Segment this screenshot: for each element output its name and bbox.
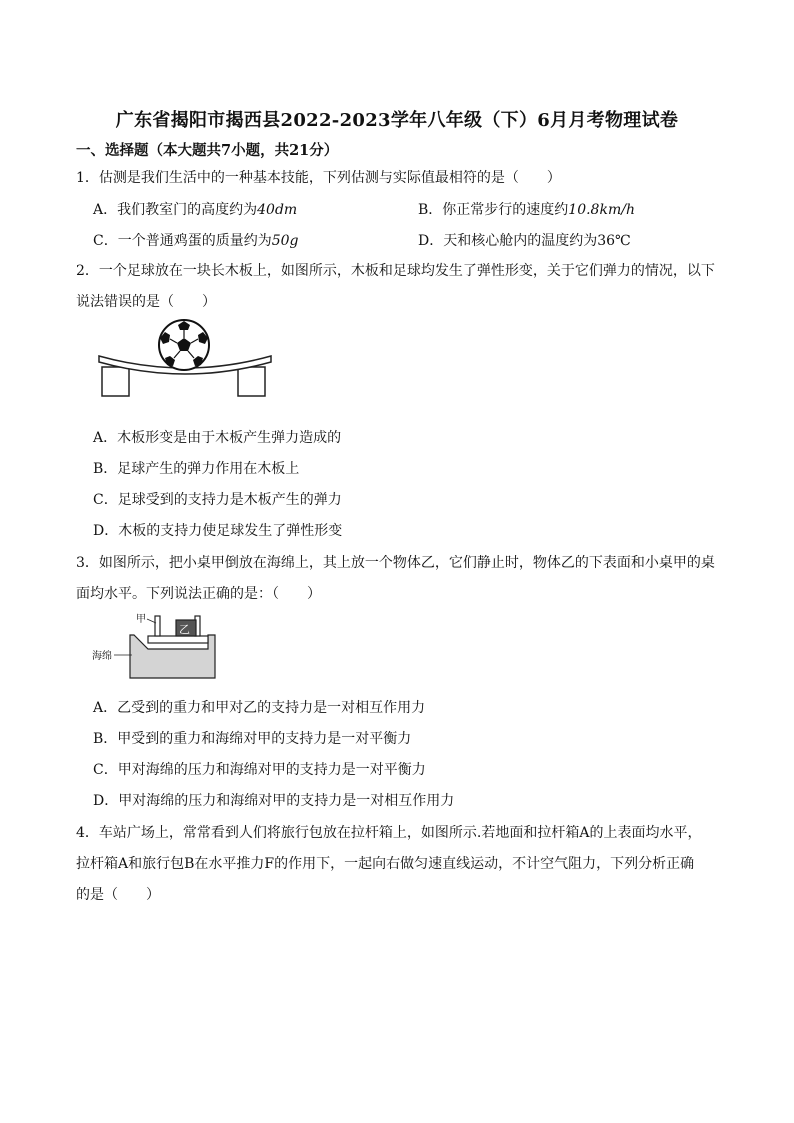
soccer-ball-on-board-figure [95, 318, 275, 400]
question-2-stem-line1: 2．一个足球放在一块长木板上，如图所示，木板和足球均发生了弹性形变，关于它们弹力的情况，以下 [76, 263, 715, 279]
left-support-block [102, 367, 129, 396]
table-top [148, 636, 208, 643]
block-label: 乙 [179, 623, 190, 636]
q2-option-d: D．木板的支持力使足球发生了弹性形变 [93, 523, 343, 539]
section-heading: 一、选择题（本大题共7小题，共21分） [76, 142, 339, 159]
question-4-stem-line1: 4．车站广场上，常常看到人们将旅行包放在拉杆箱上，如图所示.若地面和拉杆箱A的上表面均水平， [76, 825, 702, 841]
question-4-stem-line3: 的是（ ） [76, 887, 160, 903]
q3-option-c: C．甲对海绵的压力和海绵对甲的支持力是一对平衡力 [93, 762, 426, 778]
soccer-ball-icon [159, 320, 209, 370]
question-1-stem: 1．估测是我们生活中的一种基本技能，下列估测与实际值最相符的是（ ） [76, 170, 561, 186]
question-2-stem-line2: 说法错误的是（ ） [76, 294, 216, 310]
q1-option-d: D．天和核心舱内的温度约为36℃ [418, 233, 631, 249]
question-4-stem-line2: 拉杆箱A和旅行包B在水平推力F的作用下，一起向右做匀速直线运动，不计空气阻力，下列分析正确 [76, 856, 695, 872]
right-support-block [238, 367, 265, 396]
q1-option-c: C．一个普通鸡蛋的质量约为50g [93, 233, 299, 249]
q3-option-d: D．甲对海绵的压力和海绵对甲的支持力是一对相互作用力 [93, 793, 455, 809]
q2-option-a: A．木板形变是由于木板产生弹力造成的 [93, 430, 342, 446]
q1-option-b: B．你正常步行的速度约10.8km/h [418, 202, 635, 218]
table-leg-left [155, 616, 160, 636]
q1-option-a: A．我们教室门的高度约为40dm [93, 202, 298, 218]
question-3-stem-line1: 3．如图所示，把小桌甲倒放在海绵上，其上放一个物体乙，它们静止时，物体乙的下表面和小桌甲的桌 [76, 555, 715, 571]
q3-option-b: B．甲受到的重力和海绵对甲的支持力是一对平衡力 [93, 731, 412, 747]
q3-option-a: A．乙受到的重力和甲对乙的支持力是一对相互作用力 [93, 700, 426, 716]
q2-option-b: B．足球产生的弹力作用在木板上 [93, 461, 300, 477]
page-title: 广东省揭阳市揭西县2022-2023学年八年级（下）6月月考物理试卷 [115, 110, 679, 131]
q1-option-c-value: 50g [271, 233, 299, 249]
q1-option-b-value: 10.8km/h [568, 202, 635, 218]
q1-option-a-value: 40dm [257, 202, 298, 218]
q2-option-c: C．足球受到的支持力是木板产生的弹力 [93, 492, 342, 508]
table-label: 甲 [136, 614, 146, 625]
question-3-stem-line2: 面均水平。下列说法正确的是：（ ） [76, 586, 321, 602]
table-on-sponge-figure [92, 612, 220, 682]
sponge-label: 海绵 [92, 651, 112, 662]
q1-option-d-value: 36℃ [597, 233, 631, 249]
